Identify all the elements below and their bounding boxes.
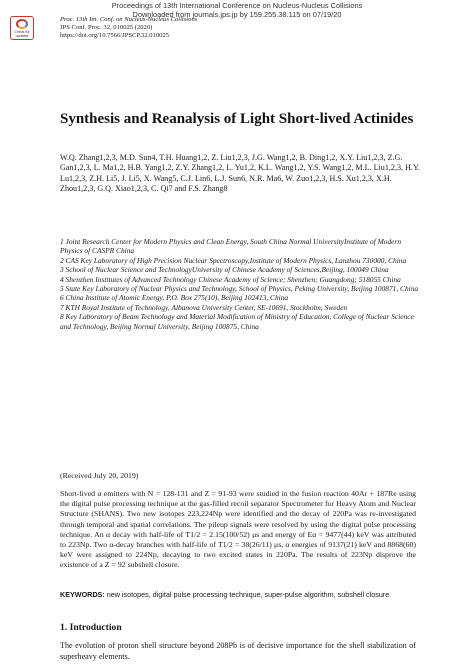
affiliation-item: 3 School of Nuclear Science and TechnologyUniversity of Chinese Academy of Sciences,Beijing, 100049 China	[60, 265, 389, 275]
affiliation-item: 7 KTH Royal Institute of Technology, Albanova University Center, SE-10691, Stockholm, Sweden	[60, 302, 348, 312]
affiliation-item: 6 China Institute of Atomic Energy, P.O. Box 275(10), Beijing 102413, China	[60, 293, 289, 303]
affiliation-item: 1 Joint Research Center for Modern Physics and Clean Energy, South China Normal UniversityInstitute of Modern Physics of CASPR China	[60, 237, 402, 256]
check-for-updates-icon	[16, 19, 28, 29]
affiliation-item: 8 Key Laboratory of Beam Technology and Material Modification of Ministry of Education, College of Nuclear Science and Technology, Beijing Normal University, Beijing 100875, China	[60, 312, 414, 331]
journal-ref: JPS Conf. Proc. 32, 010025 (2020)	[60, 24, 153, 32]
keywords	[60, 590, 416, 599]
download-notice-line2: Downloaded from journals.jps.jp by 159.255.38.115 on 07/19/20	[132, 10, 342, 19]
author-list: W.Q. Zhang1,2,3, M.D. Sun4, T.H. Huang1,2, Z. Liu1,2,3, J.G. Wang1,2, B. Ding1,2, X.Y. Liu1,2,3, Z.G. Gan1,2,3, L. Ma1,2, H.B. Yang1,2, Z.Y. Zhang1,2, L. Yu1,2, K.L. Wang1,2, Y.S. Wang1,2, M.L. Liu1,2,3, H.Y. Lu1,2,3, Z.H. Li5, J. Li5, X. Wang5, C.J. Lin6, L.J. Sun6, N.R. Ma6, W. Zuo1,2,3, H.S. Xu1,2,3, X.H. Zhou1,2,3, G.Q. Xiao1,2,3, C. Qi7 and F.S. Zhang8	[60, 153, 420, 194]
affiliation-item: 4 Shenzhen Institutes of Advanced Technology Chinese Academy of Science; Shenzhen; Guangdong; 518055 China	[60, 274, 401, 284]
check-for-updates-label: Check for updates	[14, 29, 30, 38]
keywords-text: new isotopes, digital pulse processing technique, super-pulse algorithm, subshell closure	[106, 590, 390, 599]
affiliation-item: 5 State Key Laboratory of Nuclear Physics and Technology, School of Physics, Peking University, Beijing 100871, China	[60, 284, 419, 294]
abstract: Short-lived α emitters with N = 128-131 and Z = 91-93 were studied in the fusion reaction 40Ar + 187Re using the digital pulse processing technique at the gas-filled recoil separator Spectrometer for Heavy Atom and Nuclear Structure (SHANS). Two new isotopes 223,224Np were identified and the decay of 220Pa was re-investigated through temporal and spatial correlations. The pileup signals were resolved by using the digital pulse processing technique. An α decay with half-life of T1/2 = 2.15(100/52) μs and energy of Eα = 9477(44) keV was attributed to 223Np. Two α-decay branches with half-life of T1/2 = 38(26/11) μs, α energies of 9137(21) keV and 8868(60) keV were assigned to 224Np, decaying to two excited states in 220Pa. The results of 223Np disprove the existence of a Z = 92 subshell closure.	[60, 489, 416, 570]
keywords-label: KEYWORDS:	[60, 590, 105, 599]
doi-link[interactable]: https://doi.org/10.7566/JPSCP.32.010025	[60, 32, 170, 40]
check-for-updates-badge[interactable]	[10, 16, 34, 40]
section-heading: 1. Introduction	[60, 622, 122, 633]
paper-title: Synthesis and Reanalysis of Light Short-lived Actinides	[60, 111, 414, 127]
affiliation-item: 2 CAS Key Laboratory of High Precision Nuclear Spectroscopy,Institute of Modern Physics, Lanzhou 730000, China	[60, 255, 407, 265]
proceedings-info	[60, 16, 197, 41]
affiliations	[60, 237, 420, 331]
intro-paragraph: The evolution of proton shell structure beyond 208Pb is of decisive importance for the shell stabilization of superheavy elements.	[60, 641, 416, 661]
received-date: (Received July 20, 2019)	[60, 471, 139, 480]
proceedings-line: Proc. 13th Int. Conf. on Nucleus-Nucleus Collisions	[60, 16, 198, 23]
download-notice-line1: Proceedings of 13th International Conference on Nucleus-Nucleus Collisions	[111, 1, 363, 10]
